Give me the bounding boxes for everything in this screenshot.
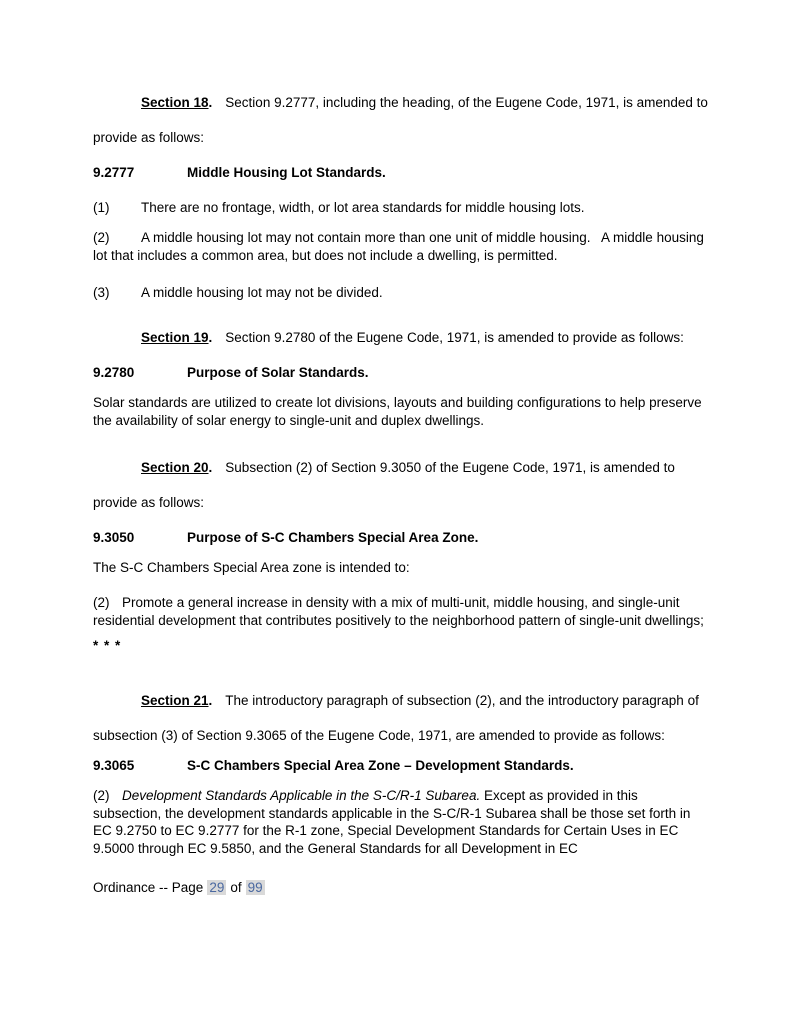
item-text: A middle housing lot may not contain more than one unit of middle housing. A middle housing lot that includes a common area, but does not include a dwelling, is permitted. [93, 230, 708, 263]
section-21-label: Section 21 [141, 693, 209, 708]
section-20-text: Subsection (2) of Section 9.3050 of the Eugene Code, 1971, is amended to provide as follows: [93, 460, 679, 510]
section-20-period: . [208, 460, 213, 475]
item-text: Except as provided in this subsection, the development standards applicable in the S-C/R-1 Subarea shall be those set forth in EC 9.2750 to EC 9.2777 for the R-1 zone, Special Development Standards for Certain Uses in EC 9.5000 through EC 9.5850, and the General Standards for all Development in EC [93, 788, 695, 856]
paragraph-9-3065-2 [93, 787, 709, 857]
code-number: 9.3065 [93, 758, 135, 773]
code-title: Middle Housing Lot Standards. [187, 165, 386, 180]
paragraph-9-2780 [93, 394, 709, 429]
section-21-intro [93, 683, 709, 753]
section-18-intro [93, 85, 712, 155]
total-pages-field: 99 [247, 880, 263, 895]
code-title: Purpose of Solar Standards. [187, 365, 369, 380]
item-italic-phrase: Development Standards Applicable in the S-C/R-1 Subarea. [122, 788, 481, 803]
page-number-field: 29 [209, 880, 225, 895]
footer-of-label: of [230, 880, 242, 895]
paragraph-text: The S-C Chambers Special Area zone is intended to: [93, 560, 410, 575]
code-heading-9-3050 [93, 529, 709, 547]
item-text: Promote a general increase in density with a mix of multi-unit, middle housing, and single-unit residential development that contributes positively to the neighborhood pattern of single-unit dwellings; [93, 595, 704, 628]
paragraph-9-3050-2 [93, 594, 709, 629]
paragraph-text: Solar standards are utilized to create lot divisions, layouts and building configurations to help preserve the availability of solar energy to single-unit and duplex dwellings. [93, 395, 706, 428]
item-number: (3) [93, 285, 110, 300]
section-21-text: The introductory paragraph of subsection (2), and the introductory paragraph of subsection (3) of Section 9.3065 of the Eugene Code, 1971, are amended to provide as follows: [93, 693, 703, 743]
section-21-period: . [208, 693, 213, 708]
code-heading-9-2780 [93, 364, 709, 382]
code-number: 9.2777 [93, 165, 135, 180]
footer-page-indicator [93, 879, 709, 897]
item-text: There are no frontage, width, or lot area standards for middle housing lots. [141, 200, 585, 215]
section-20-intro [93, 450, 709, 520]
code-title: S-C Chambers Special Area Zone – Development Standards. [187, 758, 574, 773]
item-number: (2) [93, 788, 110, 803]
section-19-period: . [208, 330, 213, 345]
item-number: (2) [93, 230, 110, 245]
item-number: (2) [93, 595, 110, 610]
section-20-label: Section 20 [141, 460, 209, 475]
code-number: 9.2780 [93, 365, 135, 380]
section-18-text: Section 9.2777, including the heading, of the Eugene Code, 1971, is amended to provide as follows: [93, 95, 712, 145]
paragraph-9-2777-3 [93, 284, 709, 302]
code-number: 9.3050 [93, 530, 135, 545]
code-heading-9-2777 [93, 164, 709, 182]
item-text: A middle housing lot may not be divided. [141, 285, 383, 300]
section-18-label: Section 18 [141, 95, 209, 110]
document-body [93, 0, 712, 897]
paragraph-9-2777-1 [93, 199, 709, 217]
section-19-text: Section 9.2780 of the Eugene Code, 1971, is amended to provide as follows: [225, 330, 684, 345]
code-heading-9-3065 [93, 757, 709, 775]
asterisk-separator: * * * [93, 638, 122, 653]
item-number: (1) [93, 200, 110, 215]
code-title: Purpose of S-C Chambers Special Area Zone. [187, 530, 479, 545]
section-18-period: . [208, 95, 213, 110]
section-19-intro [93, 320, 709, 355]
section-19-label: Section 19 [141, 330, 209, 345]
paragraph-9-2777-2 [93, 229, 709, 264]
footer-prefix: Ordinance -- Page [93, 880, 204, 895]
paragraph-9-3050-intro [93, 559, 709, 577]
